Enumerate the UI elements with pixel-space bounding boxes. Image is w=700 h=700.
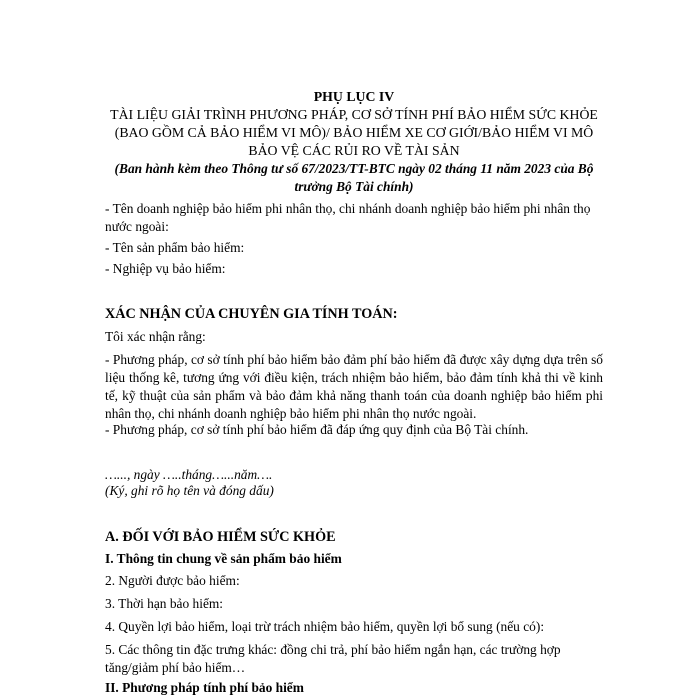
issued-note: (Ban hành kèm theo Thông tư số 67/2023/TT-BTC ngày 02 tháng 11 năm 2023 của Bộ trưởng Bộ Tài chính) [114, 161, 594, 194]
section-i-heading: I. Thông tin chung về sản phẩm bảo hiểm [105, 551, 342, 566]
info-field-line: - Nghiệp vụ bảo hiểm: [105, 261, 226, 276]
section-ii-heading: II. Phương pháp tính phí bảo hiểm [105, 680, 304, 695]
info-field-company: - Tên doanh nghiệp bảo hiểm phi nhân thọ, chi nhánh doanh nghiệp bảo hiểm phi nhân thọ nước ngoài: [105, 201, 591, 234]
confirm-intro: Tôi xác nhận rằng: [105, 329, 206, 344]
confirm-point-2: - Phương pháp, cơ sở tính phí bảo hiểm đã đáp ứng quy định của Bộ Tài chính. [105, 422, 529, 437]
info-field-product: - Tên sản phẩm bảo hiểm: [105, 240, 245, 255]
confirm-point-1: - Phương pháp, cơ sở tính phí bảo hiểm bảo đảm phí bảo hiểm đã được xây dựng dựa trên số liệu thống kê, tương ứng với điều kiện, trách nhiệm bảo hiểm, bảo đảm tính khả thi về kinh tế, kỹ thuật của sản phẩm và bảo đảm khả năng thanh toán của doanh nghiệp bảo hiểm phi nhân thọ, chi nhánh doanh nghiệp bảo hiểm phi nhân thọ nước ngoài. [105, 352, 603, 421]
date-line: …..., ngày …..tháng…...năm…. [105, 467, 273, 482]
confirm-heading: XÁC NHẬN CỦA CHUYÊN GIA TÍNH TOÁN: [105, 306, 398, 322]
sign-note: (Ký, ghi rõ họ tên và đóng dấu) [105, 483, 274, 498]
document-title: TÀI LIỆU GIẢI TRÌNH PHƯƠNG PHÁP, CƠ SỞ TÍNH PHÍ BẢO HIỂM SỨC KHỎE (BAO GỒM CẢ BẢO HIỂM VI MÔ)/ BẢO HIỂM XE CƠ GIỚI/BẢO HIỂM VI MÔ BẢO VỆ CÁC RỦI RO VỀ TÀI SẢN [110, 107, 598, 158]
section-i-item-2: 2. Người được bảo hiểm: [105, 573, 240, 588]
section-i-item-3: 3. Thời hạn bảo hiểm: [105, 596, 224, 611]
section-a-heading: A. ĐỐI VỚI BẢO HIỂM SỨC KHỎE [105, 529, 336, 545]
section-i-item-5: 5. Các thông tin đặc trưng khác: đồng chi trả, phí bảo hiểm ngắn hạn, các trường hợp tăng/giảm phí bảo hiểm… [105, 642, 561, 675]
annex-title: PHỤ LỤC IV [313, 89, 395, 104]
section-i-item-4: 4. Quyền lợi bảo hiểm, loại trừ trách nhiệm bảo hiểm, quyền lợi bổ sung (nếu có): [105, 619, 545, 634]
